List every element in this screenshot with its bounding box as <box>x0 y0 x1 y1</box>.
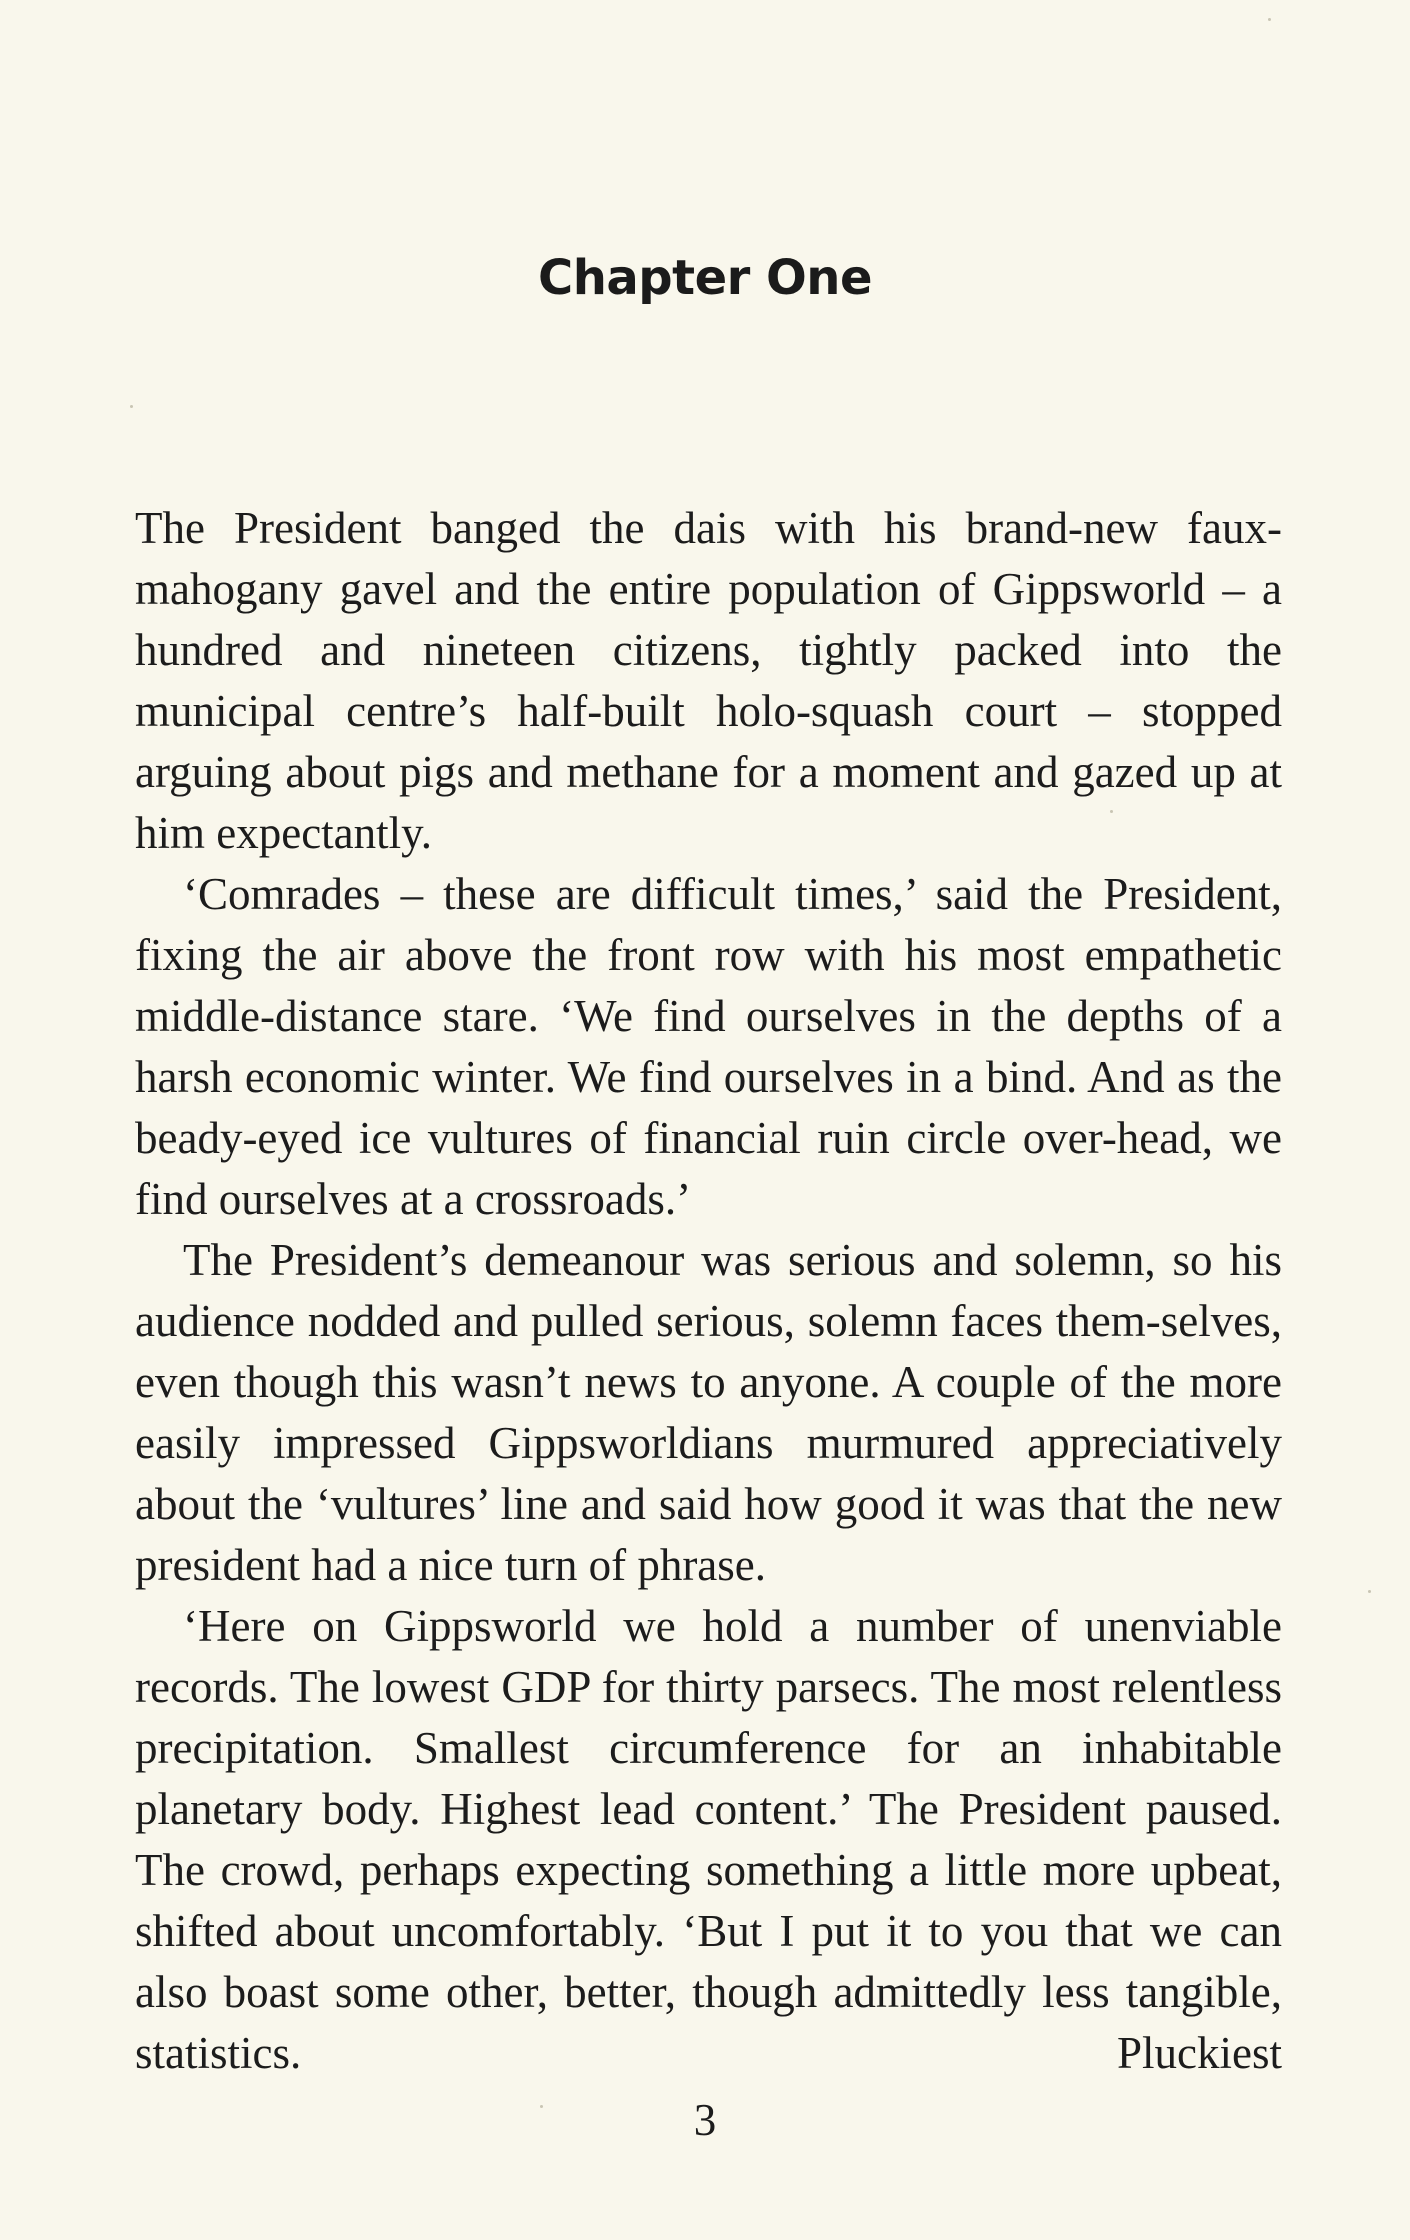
paper-speck <box>1268 18 1271 21</box>
paper-speck <box>1368 1590 1371 1593</box>
paragraph: ‘Comrades – these are difficult times,’ said the President, fixing the air above the front row with his most empathetic middle-distance stare. ‘We find ourselves in the depths of a harsh economic winter. We find ourselves in a bind. And as the beady-eyed ice vultures of financial ruin circle over-head, we find ourselves at a crossroads.’ <box>135 869 1282 1224</box>
body-text <box>135 498 1282 2084</box>
page-number: 3 <box>693 2095 717 2145</box>
chapter-title: Chapter One <box>537 250 873 306</box>
paragraph: ‘Here on Gippsworld we hold a number of unenviable records. The lowest GDP for thirty parsecs. The most relentless precipitation. Smallest circumference for an inhabitable planetary body. Highest lead content.’ The President paused. The crowd, perhaps expecting something a little more upbeat, shifted about uncomfortably. ‘But I put it to you that we can also boast some other, better, though admittedly less tangible, statistics. Pluckiest <box>135 1601 1282 2078</box>
paper-speck <box>130 405 133 408</box>
paragraph: The President banged the dais with his brand-new faux-mahogany gavel and the entire population of Gippsworld – a hundred and nineteen citizens, tightly packed into the municipal centre’s half-built holo-squash court – stopped arguing about pigs and methane for a moment and gazed up at him expectantly. <box>135 503 1282 858</box>
paragraph: The President’s demeanour was serious and solemn, so his audience nodded and pulled serious, solemn faces them-selves, even though this wasn’t news to anyone. A couple of the more easily impressed Gippsworldians murmured appreciatively about the ‘vultures’ line and said how good it was that the new president had a nice turn of phrase. <box>135 1235 1282 1590</box>
